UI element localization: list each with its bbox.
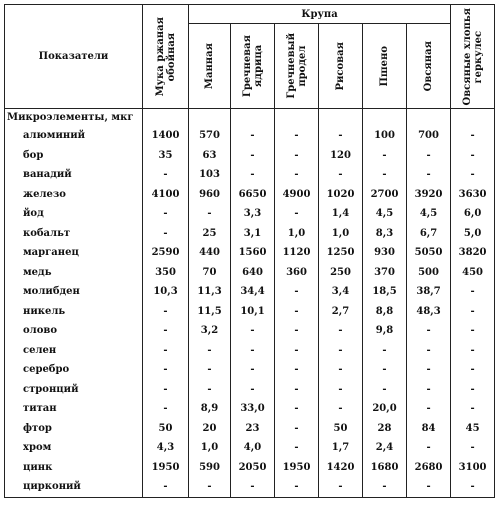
value-cell: 2,4 <box>363 438 407 458</box>
value-cell: - <box>407 477 451 497</box>
value-cell: - <box>451 321 495 341</box>
row-name: ванадий <box>5 165 143 185</box>
value-cell: - <box>275 360 319 380</box>
value-cell: - <box>275 321 319 341</box>
value-cell: 10,3 <box>143 282 189 302</box>
value-cell: - <box>451 146 495 166</box>
value-cell: 25 <box>189 224 231 244</box>
value-cell: - <box>363 341 407 361</box>
empty-cell <box>275 109 319 127</box>
empty-cell <box>407 109 451 127</box>
document-page <box>4 4 495 498</box>
nutrient-table <box>4 4 495 498</box>
row-name: никель <box>5 302 143 322</box>
value-cell: - <box>275 477 319 497</box>
value-cell: 3630 <box>451 185 495 205</box>
value-cell: - <box>407 360 451 380</box>
empty-cell <box>231 109 275 127</box>
table-row <box>5 243 495 263</box>
table-row <box>5 419 495 439</box>
value-cell: 570 <box>189 126 231 146</box>
column-header-label: Манная <box>204 42 215 90</box>
column-header <box>363 24 407 109</box>
value-cell: 3100 <box>451 458 495 478</box>
row-name: железо <box>5 185 143 205</box>
value-cell: 11,5 <box>189 302 231 322</box>
value-cell: 8,3 <box>363 224 407 244</box>
table-row <box>5 399 495 419</box>
row-name: алюминий <box>5 126 143 146</box>
row-name: титан <box>5 399 143 419</box>
value-cell: 10,1 <box>231 302 275 322</box>
value-cell: 4,5 <box>407 204 451 224</box>
row-name: серебро <box>5 360 143 380</box>
row-name: хром <box>5 438 143 458</box>
value-cell: 360 <box>275 263 319 283</box>
value-cell: 4,5 <box>363 204 407 224</box>
value-cell: - <box>275 302 319 322</box>
value-cell: 50 <box>143 419 189 439</box>
column-header <box>319 24 363 109</box>
row-name: фтор <box>5 419 143 439</box>
header-row-top <box>5 5 495 24</box>
column-header <box>231 24 275 109</box>
value-cell: - <box>451 399 495 419</box>
value-cell: - <box>407 380 451 400</box>
value-cell: - <box>451 282 495 302</box>
value-cell: 120 <box>319 146 363 166</box>
value-cell: - <box>275 380 319 400</box>
value-cell: 2,7 <box>319 302 363 322</box>
value-cell: 33,0 <box>231 399 275 419</box>
value-cell: 18,5 <box>363 282 407 302</box>
row-name: молибден <box>5 282 143 302</box>
value-cell: - <box>143 224 189 244</box>
value-cell: - <box>451 477 495 497</box>
value-cell: 1680 <box>363 458 407 478</box>
value-cell: - <box>363 477 407 497</box>
value-cell: 930 <box>363 243 407 263</box>
table-row <box>5 341 495 361</box>
value-cell: 1020 <box>319 185 363 205</box>
value-cell: - <box>407 165 451 185</box>
value-cell: - <box>319 126 363 146</box>
value-cell: 2680 <box>407 458 451 478</box>
table-row <box>5 477 495 497</box>
value-cell: 8,8 <box>363 302 407 322</box>
value-cell: 38,7 <box>407 282 451 302</box>
row-name: марганец <box>5 243 143 263</box>
value-cell: 48,3 <box>407 302 451 322</box>
row-name: стронций <box>5 380 143 400</box>
value-cell: - <box>231 321 275 341</box>
value-cell: 1,0 <box>275 224 319 244</box>
value-cell: 5050 <box>407 243 451 263</box>
value-cell: 4,3 <box>143 438 189 458</box>
value-cell: 250 <box>319 263 363 283</box>
value-cell: 4,0 <box>231 438 275 458</box>
value-cell: - <box>407 438 451 458</box>
column-header-label: Рисовая <box>335 41 346 91</box>
value-cell: 1,7 <box>319 438 363 458</box>
value-cell: - <box>143 477 189 497</box>
value-cell: - <box>275 419 319 439</box>
value-cell: - <box>143 165 189 185</box>
value-cell: 1950 <box>143 458 189 478</box>
value-cell: 2700 <box>363 185 407 205</box>
value-cell: 20 <box>189 419 231 439</box>
row-name: селен <box>5 341 143 361</box>
value-cell: 100 <box>363 126 407 146</box>
value-cell: 34,4 <box>231 282 275 302</box>
value-cell: 6,7 <box>407 224 451 244</box>
table-row <box>5 165 495 185</box>
column-header <box>451 5 495 109</box>
value-cell: - <box>189 204 231 224</box>
value-cell: 84 <box>407 419 451 439</box>
value-cell: 450 <box>451 263 495 283</box>
value-cell: 3820 <box>451 243 495 263</box>
value-cell: 20,0 <box>363 399 407 419</box>
value-cell: - <box>231 126 275 146</box>
value-cell: 4100 <box>143 185 189 205</box>
table-row <box>5 126 495 146</box>
value-cell: 1,0 <box>189 438 231 458</box>
value-cell: - <box>451 360 495 380</box>
value-cell: - <box>275 146 319 166</box>
table-row <box>5 438 495 458</box>
table-row <box>5 302 495 322</box>
section-row <box>5 109 495 127</box>
value-cell: - <box>451 165 495 185</box>
value-cell: 1400 <box>143 126 189 146</box>
value-cell: - <box>189 477 231 497</box>
value-cell: - <box>231 477 275 497</box>
value-cell: 1560 <box>231 243 275 263</box>
value-cell: 1,4 <box>319 204 363 224</box>
table-row <box>5 204 495 224</box>
value-cell: 590 <box>189 458 231 478</box>
table-row <box>5 282 495 302</box>
row-name: йод <box>5 204 143 224</box>
table-row <box>5 263 495 283</box>
value-cell: 45 <box>451 419 495 439</box>
table-row <box>5 146 495 166</box>
value-cell: - <box>189 341 231 361</box>
value-cell: 1950 <box>275 458 319 478</box>
row-name: олово <box>5 321 143 341</box>
value-cell: 700 <box>407 126 451 146</box>
value-cell: 3,1 <box>231 224 275 244</box>
column-header <box>189 24 231 109</box>
value-cell: 3,2 <box>189 321 231 341</box>
value-cell: 350 <box>143 263 189 283</box>
column-header <box>143 5 189 109</box>
value-cell: 1,0 <box>319 224 363 244</box>
value-cell: - <box>143 360 189 380</box>
value-cell: 2590 <box>143 243 189 263</box>
value-cell: 28 <box>363 419 407 439</box>
table-row <box>5 321 495 341</box>
value-cell: - <box>319 321 363 341</box>
value-cell: - <box>363 380 407 400</box>
column-header-label: Мука ржаная обойная <box>154 16 177 97</box>
value-cell: 640 <box>231 263 275 283</box>
value-cell: - <box>363 146 407 166</box>
value-cell: - <box>275 341 319 361</box>
empty-cell <box>451 109 495 127</box>
value-cell: 1250 <box>319 243 363 263</box>
value-cell: 5,0 <box>451 224 495 244</box>
row-name: кобальт <box>5 224 143 244</box>
value-cell: 6650 <box>231 185 275 205</box>
value-cell: - <box>363 165 407 185</box>
column-header-label: Пшено <box>379 45 390 87</box>
column-header-label: Овсяная <box>423 40 435 92</box>
value-cell: 960 <box>189 185 231 205</box>
value-cell: - <box>143 302 189 322</box>
value-cell: - <box>319 341 363 361</box>
value-cell: 50 <box>319 419 363 439</box>
value-cell: 370 <box>363 263 407 283</box>
value-cell: 500 <box>407 263 451 283</box>
value-cell: 1120 <box>275 243 319 263</box>
empty-cell <box>189 109 231 127</box>
column-header-label: Гречневый продел <box>285 33 308 99</box>
value-cell: - <box>451 341 495 361</box>
value-cell: - <box>231 341 275 361</box>
value-cell: - <box>319 165 363 185</box>
value-cell: - <box>275 204 319 224</box>
value-cell: 35 <box>143 146 189 166</box>
value-cell: - <box>231 146 275 166</box>
value-cell: 11,3 <box>189 282 231 302</box>
row-name: бор <box>5 146 143 166</box>
table-row <box>5 360 495 380</box>
value-cell: - <box>143 204 189 224</box>
value-cell: - <box>231 360 275 380</box>
value-cell: 3920 <box>407 185 451 205</box>
value-cell: - <box>407 146 451 166</box>
value-cell: - <box>451 438 495 458</box>
value-cell: 440 <box>189 243 231 263</box>
column-header <box>407 24 451 109</box>
value-cell: 63 <box>189 146 231 166</box>
table-row <box>5 185 495 205</box>
value-cell: - <box>451 380 495 400</box>
value-cell: 23 <box>231 419 275 439</box>
empty-cell <box>363 109 407 127</box>
table-row <box>5 458 495 478</box>
value-cell: - <box>231 380 275 400</box>
value-cell: - <box>363 360 407 380</box>
value-cell: - <box>275 282 319 302</box>
value-cell: 103 <box>189 165 231 185</box>
value-cell: - <box>189 360 231 380</box>
table-row <box>5 380 495 400</box>
section-label: Микроэлементы, мкг <box>5 109 143 127</box>
value-cell: 3,3 <box>231 204 275 224</box>
column-header <box>275 24 319 109</box>
value-cell: 1420 <box>319 458 363 478</box>
group-header: Крупа <box>189 5 451 24</box>
empty-cell <box>143 109 189 127</box>
value-cell: - <box>143 399 189 419</box>
value-cell: 3,4 <box>319 282 363 302</box>
value-cell: - <box>275 438 319 458</box>
value-cell: - <box>143 341 189 361</box>
value-cell: - <box>319 360 363 380</box>
value-cell: - <box>143 321 189 341</box>
value-cell: - <box>231 165 275 185</box>
value-cell: 2050 <box>231 458 275 478</box>
table-row <box>5 224 495 244</box>
row-name: цинк <box>5 458 143 478</box>
value-cell: 4900 <box>275 185 319 205</box>
value-cell: - <box>319 380 363 400</box>
value-cell: - <box>275 399 319 419</box>
value-cell: - <box>451 126 495 146</box>
value-cell: 6,0 <box>451 204 495 224</box>
empty-cell <box>319 109 363 127</box>
value-cell: 70 <box>189 263 231 283</box>
value-cell: - <box>407 399 451 419</box>
value-cell: 9,8 <box>363 321 407 341</box>
value-cell: - <box>451 302 495 322</box>
value-cell: 8,9 <box>189 399 231 419</box>
column-header-label: Гречневая ядрица <box>241 34 264 98</box>
value-cell: - <box>319 399 363 419</box>
column-header-label: Овсяные хлопья геркулес <box>461 7 484 106</box>
row-label-header: Показатели <box>5 5 143 109</box>
value-cell: - <box>275 126 319 146</box>
value-cell: - <box>319 477 363 497</box>
value-cell: - <box>275 165 319 185</box>
row-name: цирконий <box>5 477 143 497</box>
row-name: медь <box>5 263 143 283</box>
value-cell: - <box>143 380 189 400</box>
value-cell: - <box>407 321 451 341</box>
value-cell: - <box>189 380 231 400</box>
value-cell: - <box>407 341 451 361</box>
